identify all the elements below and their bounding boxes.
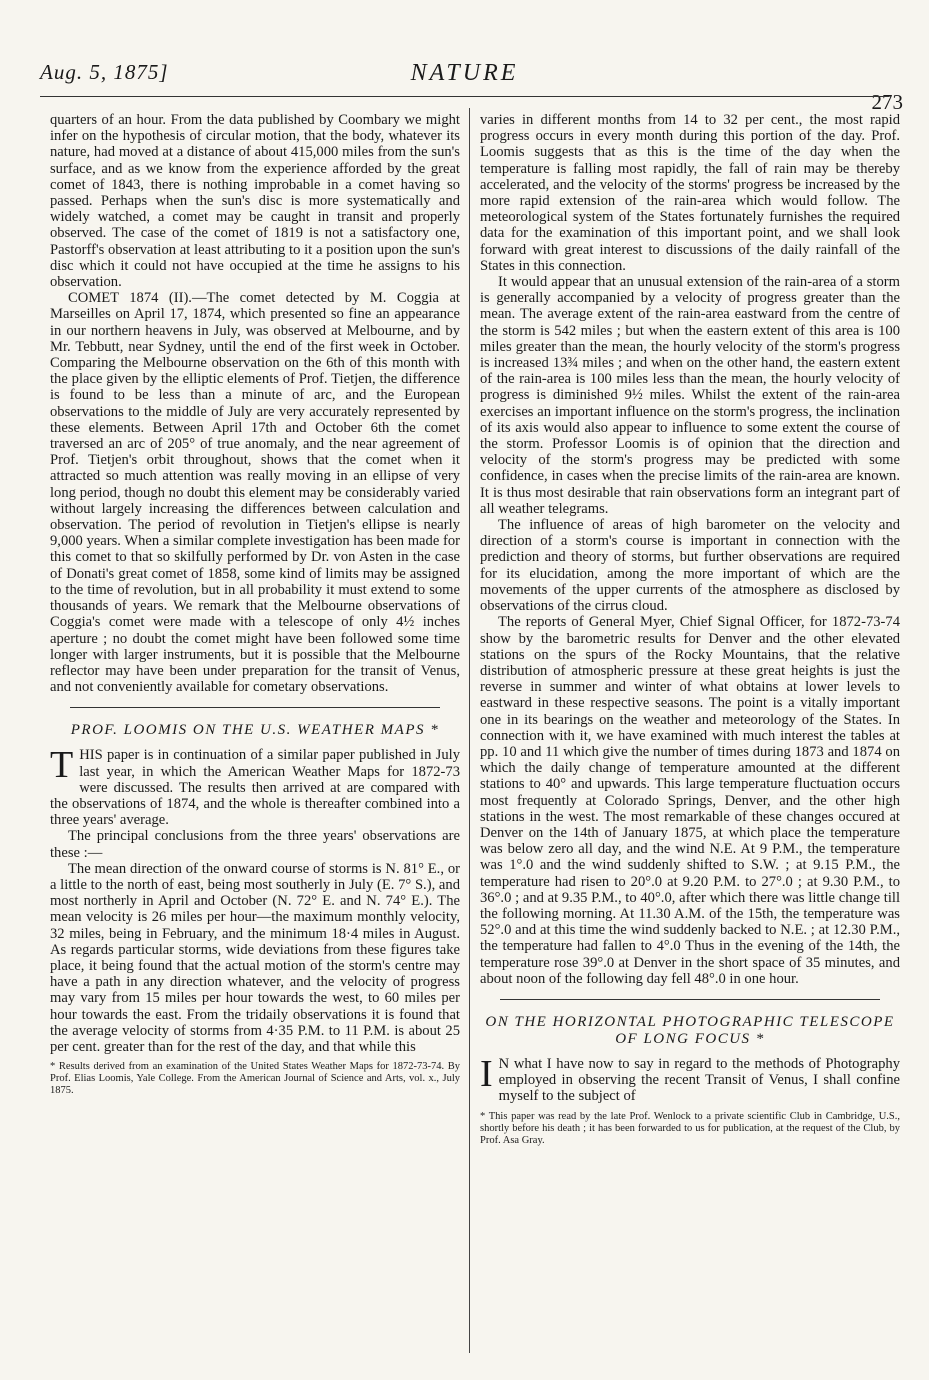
paragraph: The principal conclusions from the three years' observations are these :— bbox=[50, 828, 460, 861]
section-rule bbox=[500, 999, 880, 1000]
right-column bbox=[480, 112, 900, 1147]
paragraph: varies in different months from 14 to 32 per cent., the most rapid progress occurs in every month during this portion of the day. Prof. Loomis suggests that as this is the time of the day when the temperature is falling most rapidly, the fall of rain may be thereby accelerated, and the velocity of the storms' progress be increased by the more rapid extension of the rain-area which would follow. The meteorological system of the States fortunately furnishes the required data for the examination of this important point, and we shall look forward with great interest to discussions of the daily rainfall of the States in this connection. bbox=[480, 112, 900, 274]
drop-cap: T bbox=[50, 744, 74, 787]
margin-marks bbox=[0, 40, 18, 1100]
header-rule bbox=[40, 96, 889, 97]
drop-cap: I bbox=[480, 1052, 493, 1095]
footnote: * This paper was read by the late Prof. Wenlock to a private scientific Club in Cambridge, U.S., shortly before his death ; it has been forwarded to us for publication, at the request of the Club, by Prof. Asa Gray. bbox=[480, 1110, 900, 1146]
paragraph: The mean direction of the onward course of storms is N. 81° E., or a little to the north of east, being most southerly in July (E. 7° S.), and most northerly in April and October (N. 72° E. and N. 74° E.). The mean velocity is 26 miles per hour—the maximum monthly velocity, 32 miles, being in February, and the minimum 18·4 miles in August. As regards particular storms, wide deviations from these figures take place, it being found that the actual motion of the storm's centre may have a path in any direction whatever, and the velocity of progress may vary from 15 miles per hour towards the west, to 60 miles per hour towards the east. From the tridaily observations it is found that the average velocity of storms from 4·35 P.M. to 11 P.M. is about 25 per cent. greater than for the rest of the day, and that while this bbox=[50, 860, 460, 1055]
article-title: ON THE HORIZONTAL PHOTOGRAPHIC TELESCOPE OF LONG FOCUS * bbox=[485, 1013, 895, 1047]
page-header bbox=[0, 0, 929, 114]
paragraph: The influence of areas of high barometer on the velocity and direction of a storm's course is important in connection with the prediction and theory of storms, but further observations are required for its elucidation, among the more important of which are the movements of the upper currents of the atmosphere as disclosed by observations of the cirrus cloud. bbox=[480, 517, 900, 615]
column-divider bbox=[469, 108, 470, 1353]
paragraph-text: N what I have now to say in regard to the methods of Photography employed in observing the recent Transit of Venus, I shall confine myself to the subject of bbox=[498, 1055, 900, 1105]
journal-title: NATURE bbox=[410, 60, 519, 86]
paragraph bbox=[50, 744, 460, 829]
paragraph bbox=[480, 1052, 900, 1105]
paragraph: It would appear that an unusual extension of the rain-area of a storm is generally accompanied by a velocity of progress greater than the mean. The average extent of the rain-area eastward from the centre of the storm is 542 miles ; but when the eastern extent of this area is 100 miles greater than the mean, the hourly velocity of the storm's progress is increased 13¾ miles ; and when on the other hand, the eastern extent of the rain-area is 100 miles less than the mean, the hourly velocity of progress is diminished 9½ miles. Whilst the extent of the rain-area exercises an important influence on the storm's progress, the inclination of its axis would also appear to influence to some extent the course of the storm. Professor Loomis is of opinion that the direction and velocity of the storm's progress may be predicted with some confidence, in cases when the precise limits of the rain-area are known. It is thus most desirable that rain observations form an integrant part of all weather telegrams. bbox=[480, 274, 900, 517]
footnote: * Results derived from an examination of the United States Weather Maps for 1872-73-74. By Prof. Elias Loomis, Yale College. From the American Journal of Science and Arts, vol. x., July 1875. bbox=[50, 1061, 460, 1097]
page-number: 273 bbox=[871, 90, 903, 114]
article-title: PROF. LOOMIS ON THE U.S. WEATHER MAPS * bbox=[70, 722, 440, 739]
paragraph: COMET 1874 (II).—The comet detected by M. Coggia at Marseilles on April 17, 1874, which presented so fine an appearance in our northern heavens in July, was observed at Melbourne, and by Mr. Tebbutt, near Sydney, until the end of the first week in October. Comparing the Melbourne observation on the 6th of this month with the place given by the elliptic elements of Prof. Tietjen, the difference is found to be less than a minute of arc, and the European observations to the middle of July are very accurately represented by these elements. Between April 17th and October 6th the comet traversed an arc of 205° of true anomaly, and the near agreement of Prof. Tietjen's orbit throughout, shows that the comet when it attracted so much attention was really moving in an ellipse of very long period, though no doubt this element may be considerably varied without largely increasing the differences between calculation and observation. The period of revolution in Tietjen's ellipse is nearly 9,000 years. When a similar complete investigation has been made for this comet to that so skilfully performed by Dr. von Asten in the case of Donati's great comet of 1858, some kind of limits may be assigned to the time of revolution, but in all probability it must extend to some thousands of years. We remark that the Melbourne observations of Coggia's comet were made with a telescope of only 4½ inches aperture ; no doubt the comet might have been followed some time longer with larger instruments, but it is possible that the Melbourne reflector may have been under preparation for the transit of Venus, and not conveniently available for cometary observations. bbox=[50, 290, 460, 696]
issue-date: Aug. 5, 1875] bbox=[40, 60, 169, 84]
section-rule bbox=[70, 707, 440, 708]
paragraph: quarters of an hour. From the data published by Coombary we might infer on the hypothesis of circular motion, that the body, whatever its nature, had moved at a distance of about 415,000 miles from the sun's surface, and as we know from the experience afforded by the great comet of 1843, there is nothing improbable in a comet having so passed. Perhaps when the sun's disc is more systematically and widely watched, a comet may be caught in transit and properly observed. The case of the comet of 1819 is not a satisfactory one, Pastorff's observation at least attributing to it a position upon the sun's disc which it could not have occupied at the time he assigns to his observation. bbox=[50, 112, 460, 291]
paragraph-text: HIS paper is in continuation of a similar paper published in July last year, in which the American Weather Maps for 1872-73 were discussed. The results then arrived at are compared with the observations of 1874, and the whole is thereafter combined into a three years' average. bbox=[50, 747, 460, 829]
left-column bbox=[50, 112, 460, 1097]
paragraph: The reports of General Myer, Chief Signal Officer, for 1872-73-74 show by the barometric results for Denver and the other elevated stations on the spurs of the Rocky Mountains, that the relative distribution of atmospheric pressure at these great heights is just the reverse in summer and winter of what obtains at lower levels to eastward in these respective seasons. The point is a vitally important one in its bearings on the weather and meteorology of the States. In connection with it, we have examined with much interest the tables at pp. 10 and 11 which give the number of times during 1873 and 1874 on which the daily change of temperature amounted at the different stations to 40° and upwards. This large temperature fluctuation occurs most frequently at Colorado Springs, Denver, and the other high stations in the west. The most remarkable of these changes occured at Denver on the 14th of January 1875, at which place the temperature was below zero all day, and the wind N.E. At 9 P.M., the temperature was 1°.0 and the wind suddenly shifted to S.W. ; at 9.15 P.M., the temperature had risen to 20°.0 at 9.20 P.M. to 27°.0 ; at 9.30 P.M., to 36°.0 ; and at 9.35 P.M., to 40°.0, after which there was little change till the following morning. At 11.30 A.M. of the 15th, the temperature was 52°.0 and at this time the wind suddenly backed to N.E. ; at 12.30 P.M., the temperature had fallen to 4°.0 Thus in the evening of the 14th, the temperature rose 39°.0 at Denver in the short space of 35 minutes, and about noon of the following day fell 48°.0 in one hour. bbox=[480, 614, 900, 987]
